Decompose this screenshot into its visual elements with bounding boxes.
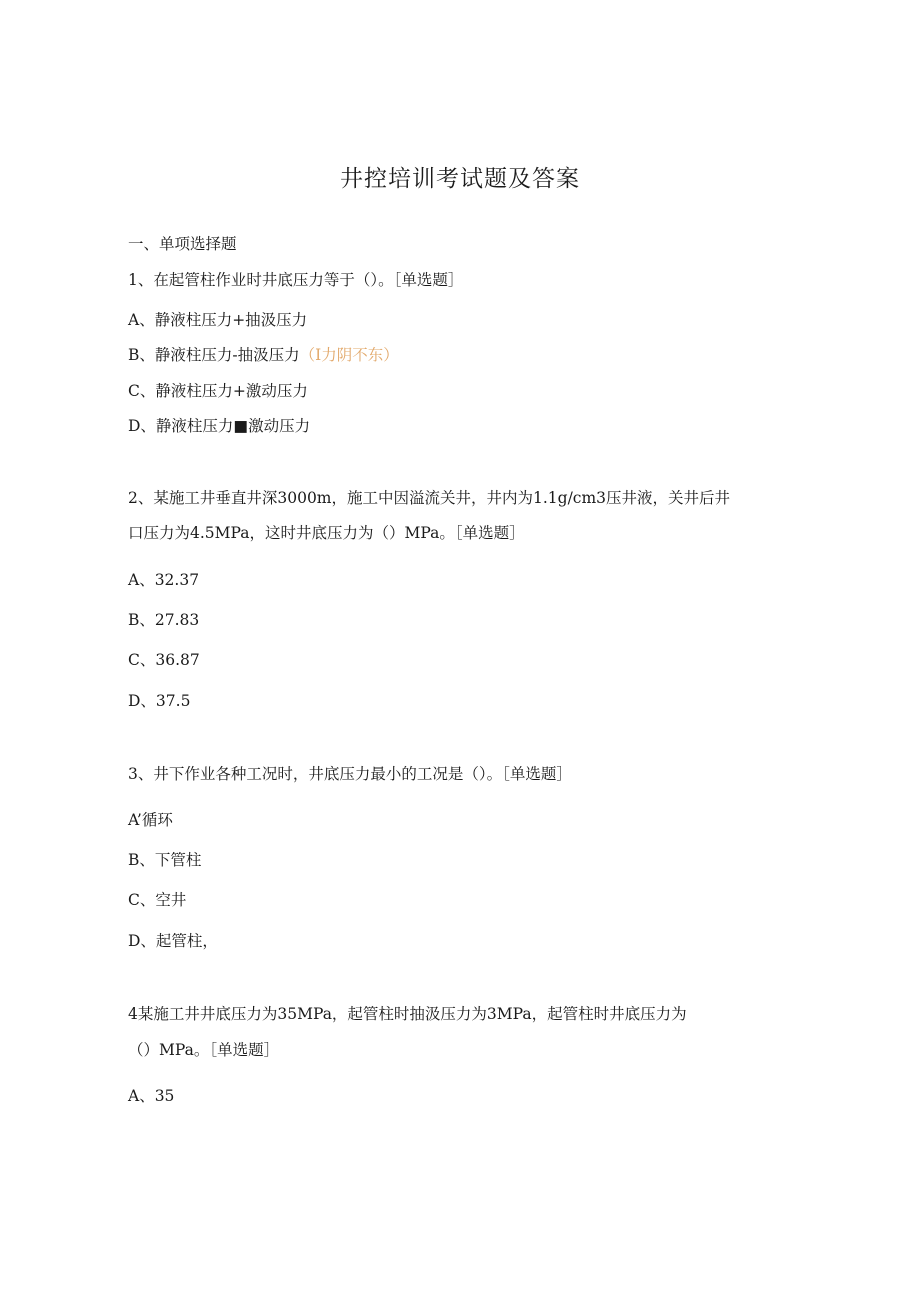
- question-4-option-a: A、35: [128, 1087, 175, 1105]
- question-1-option-d: D、静液柱压力■激动压力: [128, 417, 311, 435]
- section-heading: 一、单项选择题: [128, 235, 237, 253]
- question-3-option-c: C、空井: [128, 891, 187, 909]
- question-2-option-b: B、27.83: [128, 611, 200, 629]
- question-2-option-d: D、37.5: [128, 692, 191, 710]
- question-3-option-a: A’循环: [128, 811, 173, 829]
- question-3-option-d: D、起管柱，: [128, 932, 218, 950]
- question-3-stem: 3、井下作业各种工况时，井底压力最小的工况是（）。［单选题］: [128, 765, 572, 783]
- question-1-option-b: B、静液柱压力-抽汲压力: [128, 346, 300, 364]
- question-1-answer-hint: （I力阴不东）: [299, 346, 399, 364]
- question-2-option-a: A、32.37: [128, 571, 200, 589]
- question-1-option-b-row: [128, 343, 399, 365]
- question-1-stem: 1、在起管柱作业时井底压力等于（）。［单选题］: [128, 271, 464, 289]
- question-1-option-c: C、静液柱压力+激动压力: [128, 382, 308, 400]
- question-4-stem-line-2: （）MPa。［单选题］: [128, 1041, 280, 1059]
- document-title: 井控培训考试题及答案: [340, 166, 580, 192]
- question-2-option-c: C、36.87: [128, 651, 200, 669]
- question-1-option-a: A、静液柱压力+抽汲压力: [128, 311, 308, 329]
- question-2-stem-line-2: 口压力为4.5MPa，这时井底压力为（）MPa。［单选题］: [128, 524, 525, 542]
- question-3-option-b: B、下管柱: [128, 851, 202, 869]
- question-2-stem-line-1: 2、某施工井垂直井深3000m，施工中因溢流关井，井内为1.1g/cm3压井液，关井后井: [128, 489, 731, 507]
- question-4-stem-line-1: 4某施工井井底压力为35MPa，起管柱时抽汲压力为3MPa，起管柱时井底压力为: [128, 1005, 687, 1023]
